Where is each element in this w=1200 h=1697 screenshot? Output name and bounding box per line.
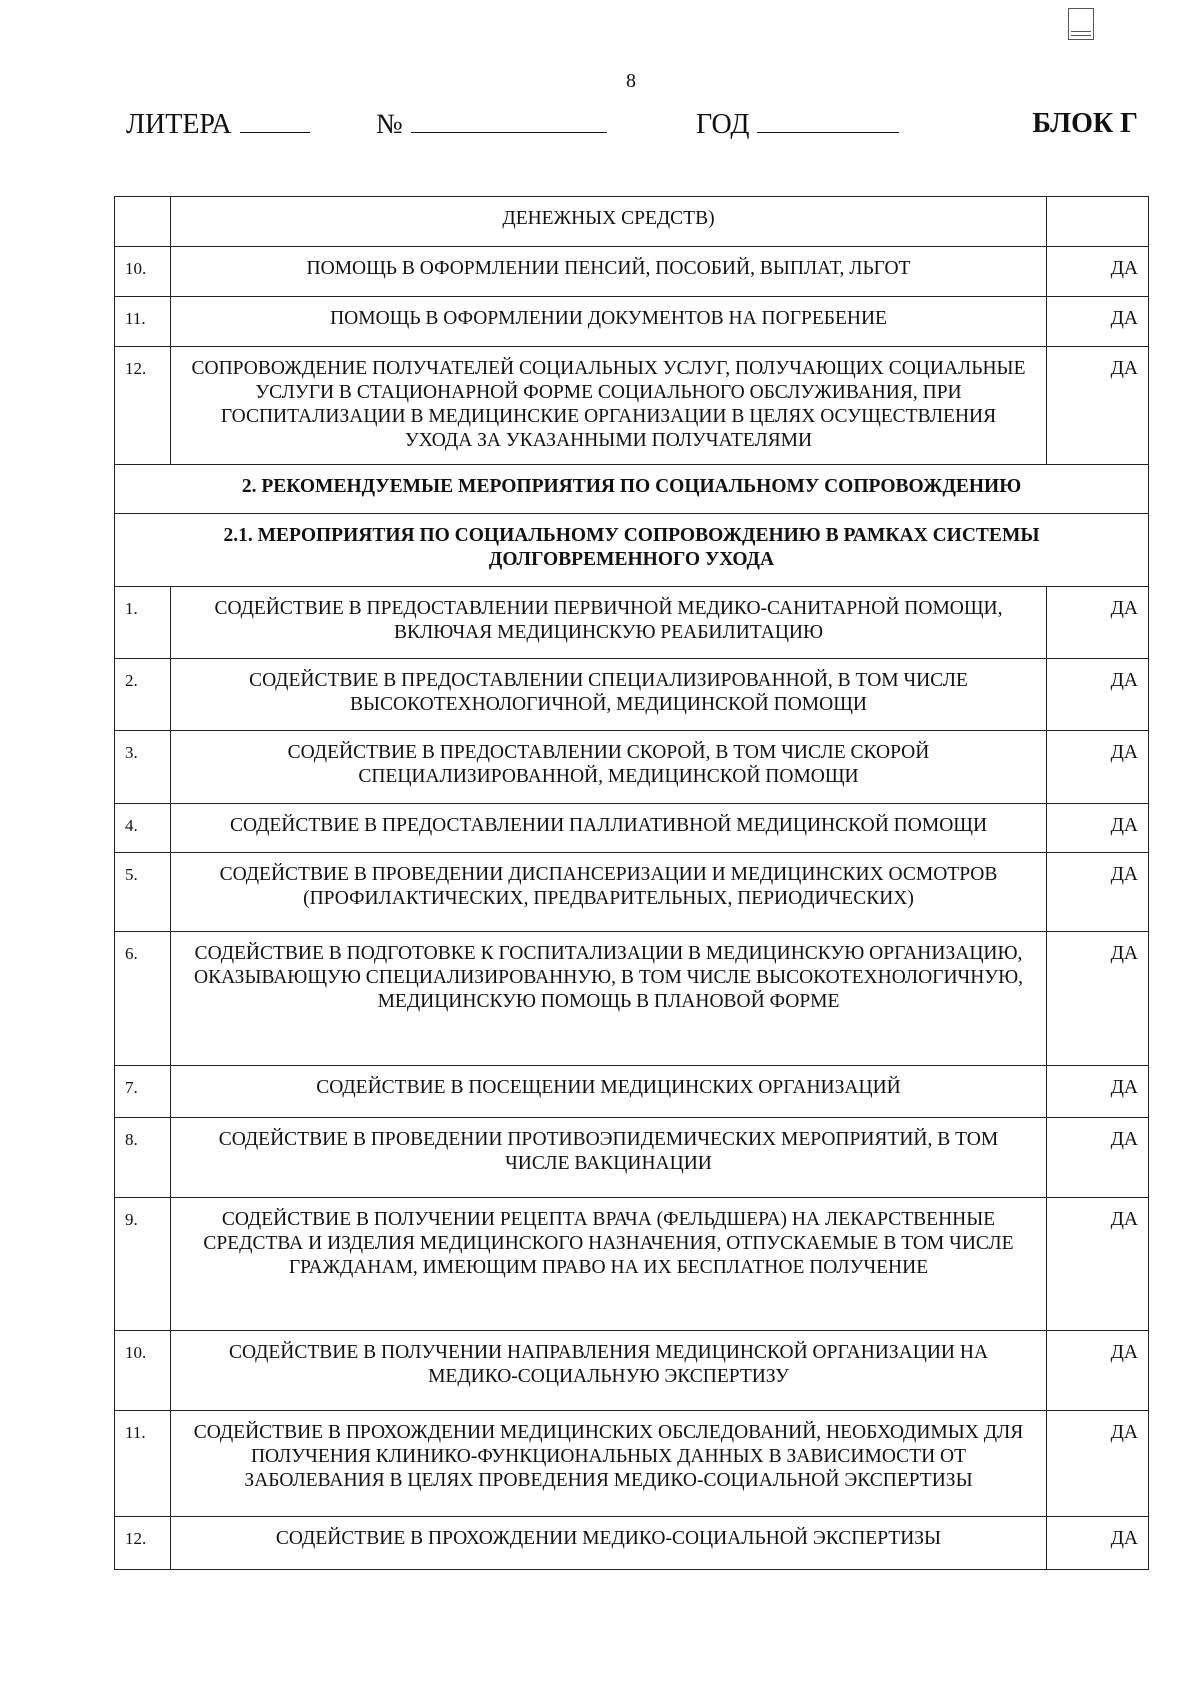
row-number: 11. [115, 1411, 171, 1517]
block-label: БЛОК Г [1032, 108, 1138, 139]
services-table [114, 196, 1149, 1570]
section-2-title: 2. РЕКОМЕНДУЕМЫЕ МЕРОПРИЯТИЯ ПО СОЦИАЛЬНОМУ СОПРОВОЖДЕНИЮ [115, 465, 1149, 514]
row-text: СОДЕЙСТВИЕ В ПРОХОЖДЕНИИ МЕДИКО-СОЦИАЛЬНОЙ ЭКСПЕРТИЗЫ [171, 1517, 1047, 1570]
page-icon [1068, 8, 1094, 40]
row-flag: ДА [1047, 731, 1149, 804]
row-number: 10. [115, 1331, 171, 1411]
table-row [115, 1118, 1149, 1198]
row-number: 11. [115, 297, 171, 347]
table-row [115, 1517, 1149, 1570]
year-field [696, 108, 899, 141]
row-flag: ДА [1047, 1331, 1149, 1411]
row-number: 4. [115, 804, 171, 853]
row-text: СОДЕЙСТВИЕ В ПРОХОЖДЕНИИ МЕДИЦИНСКИХ ОБСЛЕДОВАНИЙ, НЕОБХОДИМЫХ ДЛЯ ПОЛУЧЕНИЯ КЛИНИКО-ФУНКЦИОНАЛЬНЫХ ДАННЫХ В ЗАВИСИМОСТИ ОТ ЗАБОЛЕВАНИЯ В ЦЕЛЯХ ПРОВЕДЕНИЯ МЕДИКО-СОЦИАЛЬНОЙ ЭКСПЕРТИЗЫ [171, 1411, 1047, 1517]
table-row [115, 347, 1149, 465]
table-row [115, 1066, 1149, 1118]
row-text: СОДЕЙСТВИЕ В ПОДГОТОВКЕ К ГОСПИТАЛИЗАЦИИ В МЕДИЦИНСКУЮ ОРГАНИЗАЦИЮ, ОКАЗЫВАЮЩУЮ СПЕЦИАЛИЗИРОВАННУЮ, В ТОМ ЧИСЛЕ ВЫСОКОТЕХНОЛОГИЧНУЮ, МЕДИЦИНСКУЮ ПОМОЩЬ В ПЛАНОВОЙ ФОРМЕ [171, 932, 1047, 1066]
table-row [115, 932, 1149, 1066]
row-number: 12. [115, 347, 171, 465]
row-text: ДЕНЕЖНЫХ СРЕДСТВ) [171, 197, 1047, 247]
row-flag: ДА [1047, 247, 1149, 297]
table-row [115, 1198, 1149, 1331]
row-text: ПОМОЩЬ В ОФОРМЛЕНИИ ДОКУМЕНТОВ НА ПОГРЕБЕНИЕ [171, 297, 1047, 347]
page-number: 8 [626, 70, 636, 92]
row-flag: ДА [1047, 1411, 1149, 1517]
row-number: 9. [115, 1198, 171, 1331]
row-number: 12. [115, 1517, 171, 1570]
row-number: 7. [115, 1066, 171, 1118]
row-number: 2. [115, 659, 171, 731]
row-flag: ДА [1047, 587, 1149, 659]
row-number-cell [115, 197, 171, 247]
table-row [115, 853, 1149, 932]
table-row [115, 1331, 1149, 1411]
row-flag: ДА [1047, 1066, 1149, 1118]
table-row [115, 247, 1149, 297]
year-label: ГОД [696, 109, 750, 140]
row-text: СОДЕЙСТВИЕ В ПРЕДОСТАВЛЕНИИ СПЕЦИАЛИЗИРОВАННОЙ, В ТОМ ЧИСЛЕ ВЫСОКОТЕХНОЛОГИЧНОЙ, МЕДИЦИНСКОЙ ПОМОЩИ [171, 659, 1047, 731]
row-number: 1. [115, 587, 171, 659]
row-flag: ДА [1047, 1517, 1149, 1570]
row-flag-cell [1047, 197, 1149, 247]
section-row [115, 465, 1149, 514]
litera-blank-line [240, 108, 310, 133]
number-field [376, 108, 607, 141]
row-flag: ДА [1047, 347, 1149, 465]
row-flag: ДА [1047, 297, 1149, 347]
row-flag: ДА [1047, 1118, 1149, 1198]
row-text: ПОМОЩЬ В ОФОРМЛЕНИИ ПЕНСИЙ, ПОСОБИЙ, ВЫПЛАТ, ЛЬГОТ [171, 247, 1047, 297]
row-text: СОДЕЙСТВИЕ В ПРОВЕДЕНИИ ДИСПАНСЕРИЗАЦИИ И МЕДИЦИНСКИХ ОСМОТРОВ (ПРОФИЛАКТИЧЕСКИХ, ПРЕДВАРИТЕЛЬНЫХ, ПЕРИОДИЧЕСКИХ) [171, 853, 1047, 932]
number-blank-line [411, 108, 607, 133]
row-text: СОДЕЙСТВИЕ В ПОЛУЧЕНИИ НАПРАВЛЕНИЯ МЕДИЦИНСКОЙ ОРГАНИЗАЦИИ НА МЕДИКО-СОЦИАЛЬНУЮ ЭКСПЕРТИЗУ [171, 1331, 1047, 1411]
number-label: № [376, 109, 403, 140]
table-row [115, 659, 1149, 731]
table-row [115, 587, 1149, 659]
table-row [115, 197, 1149, 247]
row-text: СОДЕЙСТВИЕ В ПРЕДОСТАВЛЕНИИ СКОРОЙ, В ТОМ ЧИСЛЕ СКОРОЙ СПЕЦИАЛИЗИРОВАННОЙ, МЕДИЦИНСКОЙ ПОМОЩИ [171, 731, 1047, 804]
table-row [115, 1411, 1149, 1517]
form-header [126, 108, 1138, 148]
section-2-1-title: 2.1. МЕРОПРИЯТИЯ ПО СОЦИАЛЬНОМУ СОПРОВОЖДЕНИЮ В РАМКАХ СИСТЕМЫ ДОЛГОВРЕМЕННОГО УХОДА [115, 514, 1149, 587]
row-number: 10. [115, 247, 171, 297]
row-number: 3. [115, 731, 171, 804]
row-flag: ДА [1047, 853, 1149, 932]
row-text: СОДЕЙСТВИЕ В ПОЛУЧЕНИИ РЕЦЕПТА ВРАЧА (ФЕЛЬДШЕРА) НА ЛЕКАРСТВЕННЫЕ СРЕДСТВА И ИЗДЕЛИЯ МЕДИЦИНСКОГО НАЗНАЧЕНИЯ, ОТПУСКАЕМЫЕ В ТОМ ЧИСЛЕ ГРАЖДАНАМ, ИМЕЮЩИМ ПРАВО НА ИХ БЕСПЛАТНОЕ ПОЛУЧЕНИЕ [171, 1198, 1047, 1331]
row-number: 5. [115, 853, 171, 932]
row-text: СОДЕЙСТВИЕ В ПРЕДОСТАВЛЕНИИ ПАЛЛИАТИВНОЙ МЕДИЦИНСКОЙ ПОМОЩИ [171, 804, 1047, 853]
table-row [115, 804, 1149, 853]
row-text: СОДЕЙСТВИЕ В ПОСЕЩЕНИИ МЕДИЦИНСКИХ ОРГАНИЗАЦИЙ [171, 1066, 1047, 1118]
table-row [115, 297, 1149, 347]
row-text: СОДЕЙСТВИЕ В ПРЕДОСТАВЛЕНИИ ПЕРВИЧНОЙ МЕДИКО-САНИТАРНОЙ ПОМОЩИ, ВКЛЮЧАЯ МЕДИЦИНСКУЮ РЕАБИЛИТАЦИЮ [171, 587, 1047, 659]
litera-field [126, 108, 310, 141]
litera-label: ЛИТЕРА [126, 109, 232, 140]
row-flag: ДА [1047, 804, 1149, 853]
section-row [115, 514, 1149, 587]
table-row [115, 731, 1149, 804]
row-number: 8. [115, 1118, 171, 1198]
row-flag: ДА [1047, 932, 1149, 1066]
row-text: СОДЕЙСТВИЕ В ПРОВЕДЕНИИ ПРОТИВОЭПИДЕМИЧЕСКИХ МЕРОПРИЯТИЙ, В ТОМ ЧИСЛЕ ВАКЦИНАЦИИ [171, 1118, 1047, 1198]
row-number: 6. [115, 932, 171, 1066]
year-blank-line [757, 108, 899, 133]
row-flag: ДА [1047, 1198, 1149, 1331]
row-text: СОПРОВОЖДЕНИЕ ПОЛУЧАТЕЛЕЙ СОЦИАЛЬНЫХ УСЛУГ, ПОЛУЧАЮЩИХ СОЦИАЛЬНЫЕ УСЛУГИ В СТАЦИОНАРНОЙ ФОРМЕ СОЦИАЛЬНОГО ОБСЛУЖИВАНИЯ, ПРИ ГОСПИТАЛИЗАЦИИ В МЕДИЦИНСКИЕ ОРГАНИЗАЦИИ В ЦЕЛЯХ ОСУЩЕСТВЛЕНИЯ УХОДА ЗА УКАЗАННЫМИ ПОЛУЧАТЕЛЯМИ [171, 347, 1047, 465]
row-flag: ДА [1047, 659, 1149, 731]
